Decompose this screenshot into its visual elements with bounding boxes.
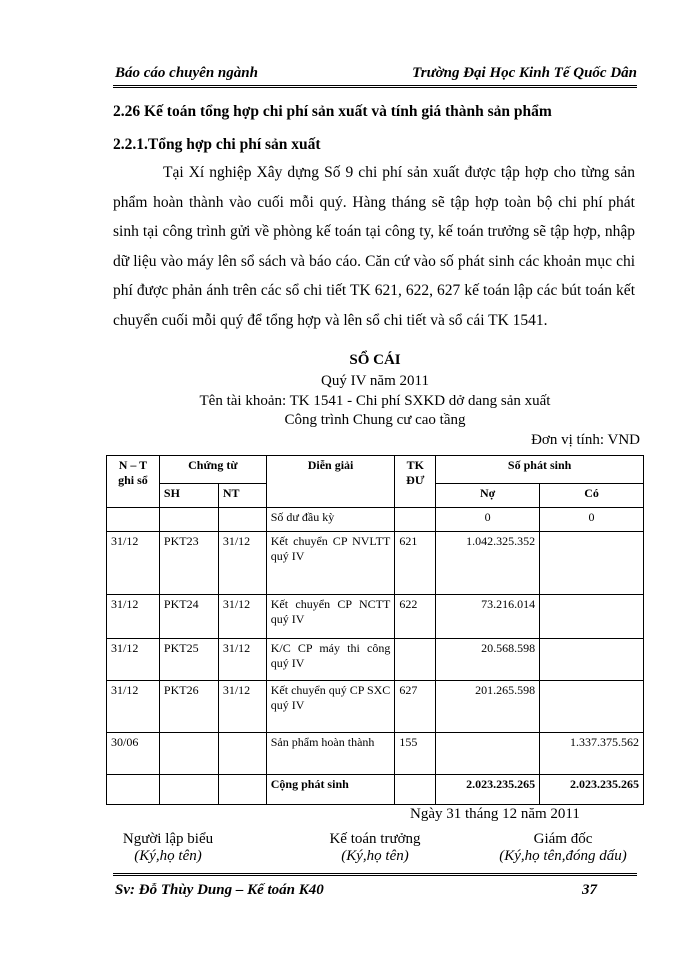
- total-label: Cộng phát sinh: [266, 775, 395, 805]
- row-credit: [540, 595, 644, 639]
- ledger-period: Quý IV năm 2011: [321, 373, 429, 389]
- signature-note: (Ký,họ tên): [341, 848, 409, 864]
- body-paragraph: Tại Xí nghiệp Xây dựng Số 9 chi phí sản xuất được tập hợp cho từng sản phẩm hoàn thành vào cuối mỗi quý. Hàng tháng sẽ tập hợp toàn bộ chi phí phát sinh tại công trình gửi về phòng kế toán tại công ty, kế toán trưởng sẽ tập hợp, nhập dữ liệu vào máy lên sổ sách và báo cáo. Căn cứ vào số phát sinh các khoản mục chi phí được phản ánh trên các sổ chi tiết TK 621, 622, 627 kế toán lập các bút toán kết chuyển cuối mỗi quý để tổng hợp và lên sổ chi tiết và sổ cái TK 1541.: [113, 164, 635, 329]
- total-debit: 2.023.235.265: [436, 775, 540, 805]
- row-debit: 20.568.598: [436, 639, 540, 681]
- header-voucher: Chứng từ: [159, 456, 266, 484]
- row-sh: PKT25: [159, 639, 218, 681]
- page-header: [113, 62, 637, 88]
- header-debit: Nợ: [436, 484, 540, 508]
- header-sh: SH: [159, 484, 218, 508]
- table-row: [107, 681, 644, 733]
- ledger-account: Tên tài khoản: TK 1541 - Chi phí SXKD dở dang sản xuất: [199, 393, 551, 409]
- header-credit: Có: [540, 484, 644, 508]
- header-left-text: Báo cáo chuyên ngành: [115, 65, 258, 81]
- row-date: 31/12: [107, 681, 160, 733]
- row-description: Kết chuyển CP NVLTT quý IV: [266, 532, 395, 595]
- signature-chief-accountant: [310, 831, 440, 865]
- page-footer: [113, 873, 637, 901]
- header-description: Diễn giải: [266, 456, 395, 508]
- row-nt: 31/12: [218, 639, 266, 681]
- row-nt: 31/12: [218, 681, 266, 733]
- row-account: 155: [395, 733, 436, 775]
- row-credit: [540, 681, 644, 733]
- row-credit: 1.337.375.562: [540, 733, 644, 775]
- header-amount: Số phát sinh: [436, 456, 644, 484]
- row-sh: PKT24: [159, 595, 218, 639]
- row-debit: 201.265.598: [436, 681, 540, 733]
- row-sh: [159, 733, 218, 775]
- row-account: 627: [395, 681, 436, 733]
- ledger-unit: Đơn vị tính: VND: [531, 432, 640, 448]
- table-row: [107, 532, 644, 595]
- opening-debit: 0: [436, 508, 540, 532]
- date-line: Ngày 31 tháng 12 năm 2011: [410, 806, 580, 822]
- row-debit: [436, 733, 540, 775]
- ledger-table: [106, 455, 644, 805]
- signature-director: [488, 831, 638, 865]
- ledger-project: Công trình Chung cư cao tầng: [284, 412, 466, 428]
- row-sh: PKT23: [159, 532, 218, 595]
- row-description: K/C CP máy thi công quý IV: [266, 639, 395, 681]
- section-title: 2.26 Kế toán tổng hợp chi phí sản xuất và tính giá thành sản phẩm: [113, 103, 552, 120]
- total-credit: 2.023.235.265: [540, 775, 644, 805]
- row-account: 621: [395, 532, 436, 595]
- table-row: [107, 595, 644, 639]
- header-date: N – T ghi sổ: [107, 456, 160, 508]
- row-account: 622: [395, 595, 436, 639]
- header-nt: NT: [218, 484, 266, 508]
- row-nt: 31/12: [218, 532, 266, 595]
- page-number: 37: [582, 882, 597, 898]
- row-date: 31/12: [107, 595, 160, 639]
- row-debit: 73.216.014: [436, 595, 540, 639]
- footer-author: Sv: Đỗ Thùy Dung – Kế toán K40: [115, 882, 324, 898]
- row-date: 30/06: [107, 733, 160, 775]
- header-account: TK ĐƯ: [395, 456, 436, 508]
- table-row-opening: [107, 508, 644, 532]
- row-nt: 31/12: [218, 595, 266, 639]
- signature-role: Giám đốc: [533, 831, 593, 847]
- opening-description: Số dư đầu kỳ: [266, 508, 395, 532]
- ledger-title: SỔ CÁI: [349, 352, 401, 368]
- row-date: 31/12: [107, 639, 160, 681]
- row-description: Kết chuyển quý CP SXC quý IV: [266, 681, 395, 733]
- opening-credit: 0: [540, 508, 644, 532]
- row-credit: [540, 639, 644, 681]
- signature-preparer: [108, 831, 228, 865]
- subsection-title: 2.2.1.Tổng hợp chi phí sản xuất: [113, 136, 321, 153]
- row-credit: [540, 532, 644, 595]
- signature-role: Kế toán trưởng: [329, 831, 421, 847]
- signature-note: (Ký,họ tên,đóng dấu): [499, 848, 627, 864]
- row-description: Sản phẩm hoàn thành: [266, 733, 395, 775]
- table-row-total: [107, 775, 644, 805]
- row-nt: [218, 733, 266, 775]
- row-description: Kết chuyển CP NCTT quý IV: [266, 595, 395, 639]
- row-date: 31/12: [107, 532, 160, 595]
- row-sh: PKT26: [159, 681, 218, 733]
- signature-role: Người lập biểu: [122, 831, 214, 847]
- table-row: [107, 639, 644, 681]
- table-row: [107, 733, 644, 775]
- header-right-text: Trường Đại Học Kinh Tế Quốc Dân: [412, 65, 637, 81]
- row-account: [395, 639, 436, 681]
- row-debit: 1.042.325.352: [436, 532, 540, 595]
- signature-note: (Ký,họ tên): [134, 848, 202, 864]
